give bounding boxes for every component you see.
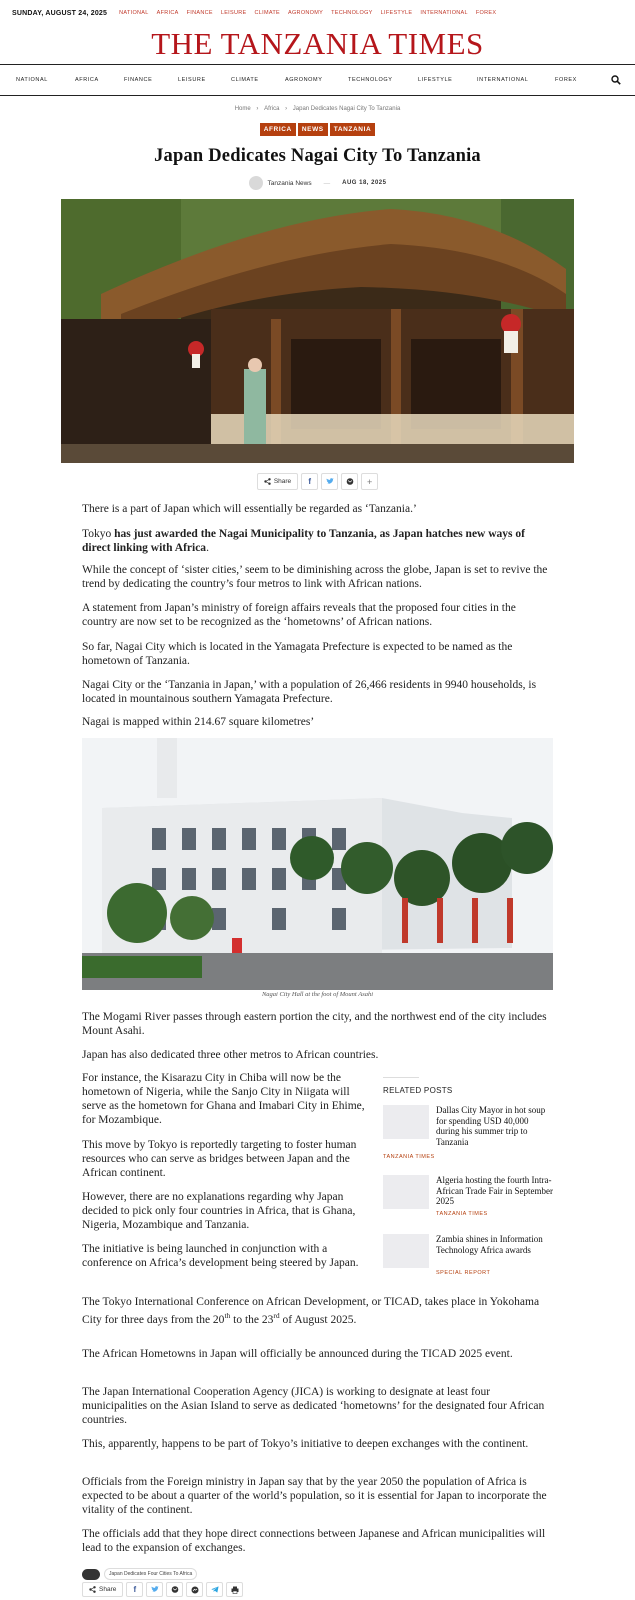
article-paragraph: Nagai City or the ‘Tanzania in Japan,’ with a population of 26,466 residents in 9940 households, is located in mountainous southern Yamagata Prefecture. xyxy=(82,679,537,705)
twitter-icon xyxy=(151,1586,159,1593)
nav-item-climate[interactable]: CLIMATE xyxy=(231,77,259,83)
related-post-thumbnail[interactable] xyxy=(383,1234,429,1268)
top-link-africa[interactable]: AFRICA xyxy=(156,10,179,16)
email-share-button[interactable] xyxy=(341,473,358,490)
category-badge-news[interactable]: NEWS xyxy=(298,123,328,136)
nav-item-technology[interactable]: TECHNOLOGY xyxy=(348,77,393,83)
facebook-icon: f xyxy=(308,477,311,486)
twitter-share-button[interactable] xyxy=(321,473,338,490)
breadcrumb xyxy=(0,106,635,112)
related-post-title[interactable]: Dallas City Mayor in hot soup for spending USD 40,000 during his summer trip to Tanzania xyxy=(436,1105,546,1147)
share-button[interactable] xyxy=(257,473,298,490)
top-link-climate[interactable]: CLIMATE xyxy=(254,10,281,16)
facebook-share-button[interactable] xyxy=(301,473,318,490)
messenger-share-button[interactable] xyxy=(186,1582,203,1597)
nav-item-national[interactable]: NATIONAL xyxy=(16,77,48,83)
article-paragraph: While the concept of ‘sister cities,’ seem to be diminishing across the globe, Japan is set to revive the trend by dedicating the country’s four metros to link with African nations. xyxy=(82,564,548,590)
paragraph-lead: Tokyo xyxy=(82,528,115,540)
nav-item-forex[interactable]: FOREX xyxy=(555,77,577,83)
print-icon xyxy=(231,1586,239,1594)
article-paragraph: For instance, the Kisarazu City in Chiba will now be the hometown of Nigeria, while the Sanjo City in Niigata will serve as the hometown for Ghana and Imabari City in Ehime, for Mozambique. xyxy=(82,1072,365,1126)
top-link-leisure[interactable]: LEISURE xyxy=(220,10,247,16)
paragraph-text: to the 23 xyxy=(230,1313,274,1326)
breadcrumb-home[interactable]: Home xyxy=(234,106,251,112)
category-badge-africa[interactable]: AFRICA xyxy=(260,123,296,136)
related-post-category[interactable]: SPECIAL REPORT xyxy=(436,1270,491,1276)
article-paragraph xyxy=(82,527,552,555)
related-post-title[interactable]: Zambia shines in Information Technology Africa awards xyxy=(436,1234,543,1255)
city-hall-image xyxy=(82,738,553,990)
category-badges xyxy=(0,123,635,136)
related-post-thumbnail[interactable] xyxy=(383,1105,429,1139)
messenger-icon xyxy=(191,1586,199,1594)
article-paragraph: The Japan International Cooperation Agency (JICA) is working to designate at least four municipalities on the Asian Island to serve as dedicated ‘hometowns’ for the designated four African countries. xyxy=(82,1386,545,1426)
top-link-forex[interactable]: FOREX xyxy=(475,10,497,16)
share-button[interactable] xyxy=(82,1582,123,1597)
paragraph-bold: has just awarded the Nagai Municipality to Tanzania, as Japan hatches new ways of direct linking with Africa xyxy=(82,528,525,554)
related-posts xyxy=(383,1077,553,1276)
print-button[interactable] xyxy=(226,1582,243,1597)
article-paragraph: This move by Tokyo is reportedly targeting to foster human resources who can serve as bridges between Japan and the African continent. xyxy=(82,1139,357,1179)
meta-divider: — xyxy=(323,179,331,187)
top-link-national[interactable]: NATIONAL xyxy=(119,10,149,16)
article-paragraph: The initiative is being launched in conjunction with a conference on Africa’s development being steered by Japan. xyxy=(82,1243,359,1269)
share-label: Share xyxy=(273,478,292,485)
tag-icon xyxy=(82,1569,100,1580)
article-paragraph: This, apparently, happens to be part of Tokyo’s initiative to deepen exchanges with the continent. xyxy=(82,1438,529,1450)
twitter-share-button[interactable] xyxy=(146,1582,163,1597)
publish-date: AUG 18, 2025 xyxy=(342,180,387,186)
nav-item-finance[interactable]: FINANCE xyxy=(124,77,153,83)
nav-item-leisure[interactable]: LEISURE xyxy=(178,77,206,83)
facebook-icon: f xyxy=(133,1585,137,1594)
telegram-icon xyxy=(211,1586,219,1593)
telegram-share-button[interactable] xyxy=(206,1582,223,1597)
article-paragraph xyxy=(82,1295,552,1327)
share-bar xyxy=(0,473,635,490)
site-logo[interactable]: THE TANZANIA TIMES xyxy=(151,26,484,61)
more-share-button[interactable] xyxy=(361,473,378,490)
category-badge-tanzania[interactable]: TANZANIA xyxy=(330,123,376,136)
plus-icon: + xyxy=(367,476,373,487)
ordinal-suffix: th xyxy=(224,1311,231,1320)
search-icon[interactable] xyxy=(611,75,621,85)
article-paragraph: Officials from the Foreign ministry in Japan say that by the year 2050 the population of Africa is expected to be about a quarter of the world’s population, so it is essential for Japan to incorporate the vitality of the continent. xyxy=(82,1476,547,1516)
top-link-finance[interactable]: FINANCE xyxy=(186,10,213,16)
facebook-share-button[interactable] xyxy=(126,1582,143,1597)
nav-item-international[interactable]: INTERNATIONAL xyxy=(477,77,529,83)
article-meta xyxy=(0,176,635,190)
article-paragraph: A statement from Japan’s ministry of foreign affairs reveals that the proposed four cities in the country are now set to be recognized as the ‘hometowns’ of African nations. xyxy=(82,602,516,628)
article-paragraph: So far, Nagai City which is located in the Yamagata Prefecture is expected to be named as the hometown of Tanzania. xyxy=(82,641,513,667)
top-link-technology[interactable]: TECHNOLOGY xyxy=(331,10,373,16)
hero-image xyxy=(61,199,574,463)
email-icon xyxy=(171,1586,179,1593)
share-label: Share xyxy=(99,1586,117,1593)
paragraph-text: The Tokyo International Conference on African Development, or TICAD, takes place in Yokohama City for three days from the 20 xyxy=(82,1296,540,1326)
article-paragraph: There is a part of Japan which will essentially be regarded as ‘Tanzania.’ xyxy=(82,503,417,515)
related-post-thumbnail[interactable] xyxy=(383,1175,429,1209)
related-post-title[interactable]: Algeria hosting the fourth Intra-African Trade Fair in September 2025 xyxy=(436,1175,553,1206)
author-avatar[interactable] xyxy=(249,176,263,190)
tag-link[interactable]: Japan Dedicates Four Cities To Africa xyxy=(104,1568,197,1580)
nav-item-africa[interactable]: AFRICA xyxy=(75,77,99,83)
related-posts-heading: RELATED POSTS xyxy=(383,1077,419,1095)
breadcrumb-section[interactable]: Africa xyxy=(264,106,280,112)
share-icon xyxy=(89,1586,96,1593)
article-paragraph: However, there are no explanations regarding why Japan decided to pick only four countries in Africa, that is Ghana, Nigeria, Mozambique and Tanzania. xyxy=(82,1191,356,1231)
bottom-share-bar xyxy=(82,1582,243,1597)
top-links xyxy=(119,10,496,16)
email-icon xyxy=(346,478,354,485)
article-paragraph: The Mogami River passes through eastern portion the city, and the northwest end of the city includes Mount Asahi. xyxy=(82,1011,547,1037)
share-icon xyxy=(264,478,271,485)
nav-item-agronomy[interactable]: AGRONOMY xyxy=(285,77,323,83)
article-title: Japan Dedicates Nagai City To Tanzania xyxy=(154,146,481,166)
article-paragraph: Japan has also dedicated three other metros to African countries. xyxy=(82,1049,379,1061)
breadcrumb-separator: › xyxy=(285,106,288,112)
related-post-category[interactable]: TANZANIA TIMES xyxy=(436,1211,488,1217)
breadcrumb-separator: › xyxy=(256,106,259,112)
author-name[interactable]: Tanzania News xyxy=(267,179,312,187)
main-nav xyxy=(0,64,635,96)
tag-list xyxy=(82,1568,197,1580)
ordinal-suffix: rd xyxy=(273,1311,280,1320)
current-date: SUNDAY, AUGUST 24, 2025 xyxy=(12,9,108,17)
top-link-agronomy[interactable]: AGRONOMY xyxy=(288,10,324,16)
article-paragraph: Nagai is mapped within 214.67 square kilometres’ xyxy=(82,716,315,728)
paragraph-end: . xyxy=(206,542,209,554)
paragraph-text: of August 2025. xyxy=(279,1313,357,1326)
top-link-lifestyle[interactable]: LIFESTYLE xyxy=(380,10,413,16)
email-share-button[interactable] xyxy=(166,1582,183,1597)
related-post-category[interactable]: TANZANIA TIMES xyxy=(383,1154,435,1160)
image-caption: Nagai City Hall at the foot of Mount Asahi xyxy=(261,991,374,998)
nav-item-lifestyle[interactable]: LIFESTYLE xyxy=(418,77,453,83)
top-bar xyxy=(0,0,635,26)
twitter-icon xyxy=(326,478,334,485)
breadcrumb-current: Japan Dedicates Nagai City To Tanzania xyxy=(292,106,401,112)
top-link-international[interactable]: INTERNATIONAL xyxy=(420,10,468,16)
article-paragraph: The officials add that they hope direct connections between Japanese and African municipalities will lead to the expansion of exchanges. xyxy=(82,1528,546,1554)
article-paragraph: The African Hometowns in Japan will officially be announced during the TICAD 2025 event. xyxy=(82,1348,513,1360)
